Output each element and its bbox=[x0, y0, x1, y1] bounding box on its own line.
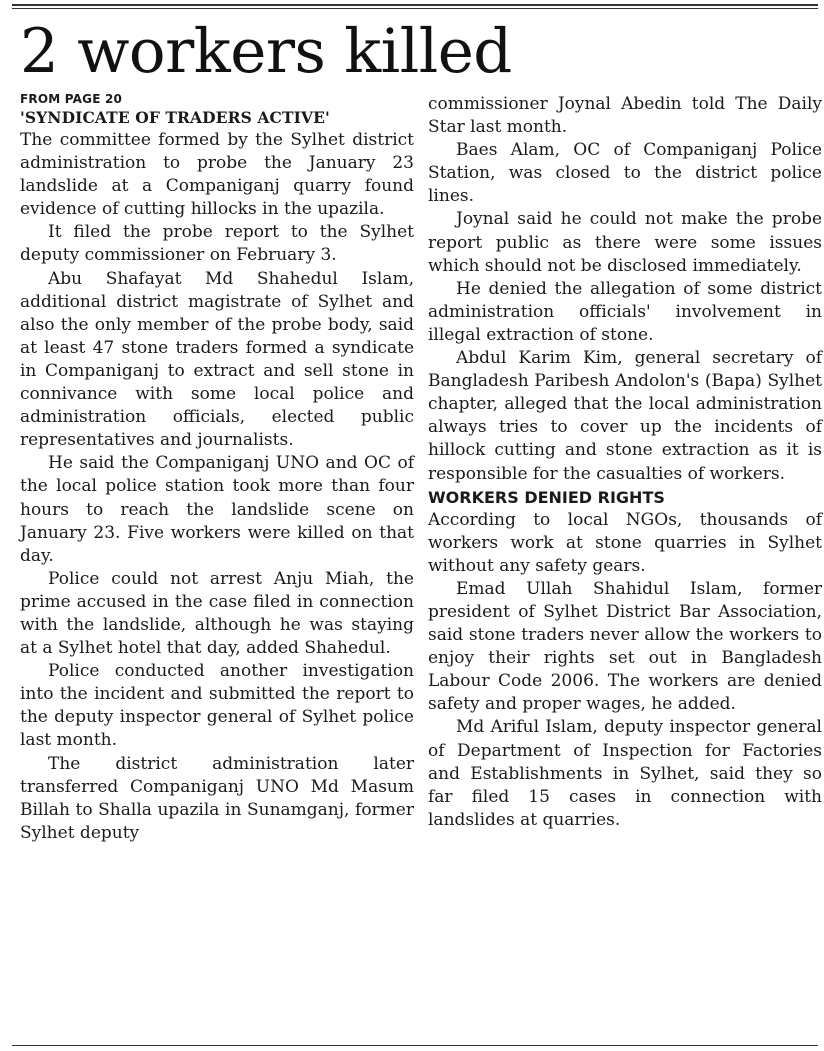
paragraph: Emad Ullah Shahidul Islam, former president of Sylhet District Bar Association, said stone traders never allow the workers to enjoy their rights set out in Bangladesh Labour Code 2006. The workers are denied safety and proper wages, he added. bbox=[428, 578, 822, 715]
paragraph: Police could not arrest Anju Miah, the prime accused in the case filed in connection with the landslide, although he was staying at a Sylhet hotel that day, added Shahedul. bbox=[20, 568, 414, 659]
paragraph: commissioner Joynal Abedin told The Daily Star last month. bbox=[428, 94, 822, 138]
column-right bbox=[428, 93, 822, 832]
paragraph: Joynal said he could not make the probe report public as there were some issues which should not be disclosed immediately. bbox=[428, 209, 822, 276]
paragraph: The district administration later transferred Companiganj UNO Md Masum Billah to Shalla upazila in Sunamganj, former Sylhet deputy bbox=[20, 753, 414, 843]
paragraph: Abu Shafayat Md Shahedul Islam, additional district magistrate of Sylhet and also the only member of the probe body, said at least 47 stone traders formed a syndicate in Companiganj to extract and sell stone in connivance with some local police and administration officials, elected public representatives and journalists. bbox=[20, 268, 414, 451]
top-rule bbox=[12, 4, 818, 9]
continued-from-label: FROM PAGE 20 bbox=[20, 92, 123, 106]
paragraph: He denied the allegation of some district administration officials' involvement in illegal extraction of stone. bbox=[428, 278, 822, 345]
paragraph: Md Ariful Islam, deputy inspector general of Department of Inspection for Factories and Establishments in Sylhet, said they so far filed 15 cases in connection with landslides at quarries. bbox=[428, 717, 822, 830]
paragraph: Abdul Karim Kim, general secretary of Bangladesh Paribesh Andolon's (Bapa) Sylhet chapter, alleged that the local administration always tries to cover up the incidents of hillock cutting and stone extraction as it is responsible for the casualties of workers. bbox=[428, 348, 822, 484]
subhead-syndicate: 'SYNDICATE OF TRADERS ACTIVE' bbox=[20, 108, 330, 127]
subhead-workers-rights: WORKERS DENIED RIGHTS bbox=[428, 487, 665, 507]
column-left bbox=[20, 92, 414, 845]
bottom-rule bbox=[12, 1045, 818, 1046]
paragraph: The committee formed by the Sylhet district administration to probe the January 23 landslide at a Companiganj quarry found evidence of cutting hillocks in the upazila. bbox=[20, 130, 414, 220]
paragraph: According to local NGOs, thousands of workers work at stone quarries in Sylhet without any safety gears. bbox=[428, 509, 822, 576]
headline: 2 workers killed bbox=[20, 16, 512, 87]
paragraph: He said the Companiganj UNO and OC of the local police station took more than four hours to reach the landslide scene on January 23. Five workers were killed on that day. bbox=[20, 453, 414, 566]
paragraph: It filed the probe report to the Sylhet deputy commissioner on February 3. bbox=[20, 222, 414, 266]
paragraph: Police conducted another investigation into the incident and submitted the report to the deputy inspector general of Sylhet police last month. bbox=[20, 661, 414, 751]
paragraph: Baes Alam, OC of Companiganj Police Station, was closed to the district police lines. bbox=[428, 140, 822, 207]
